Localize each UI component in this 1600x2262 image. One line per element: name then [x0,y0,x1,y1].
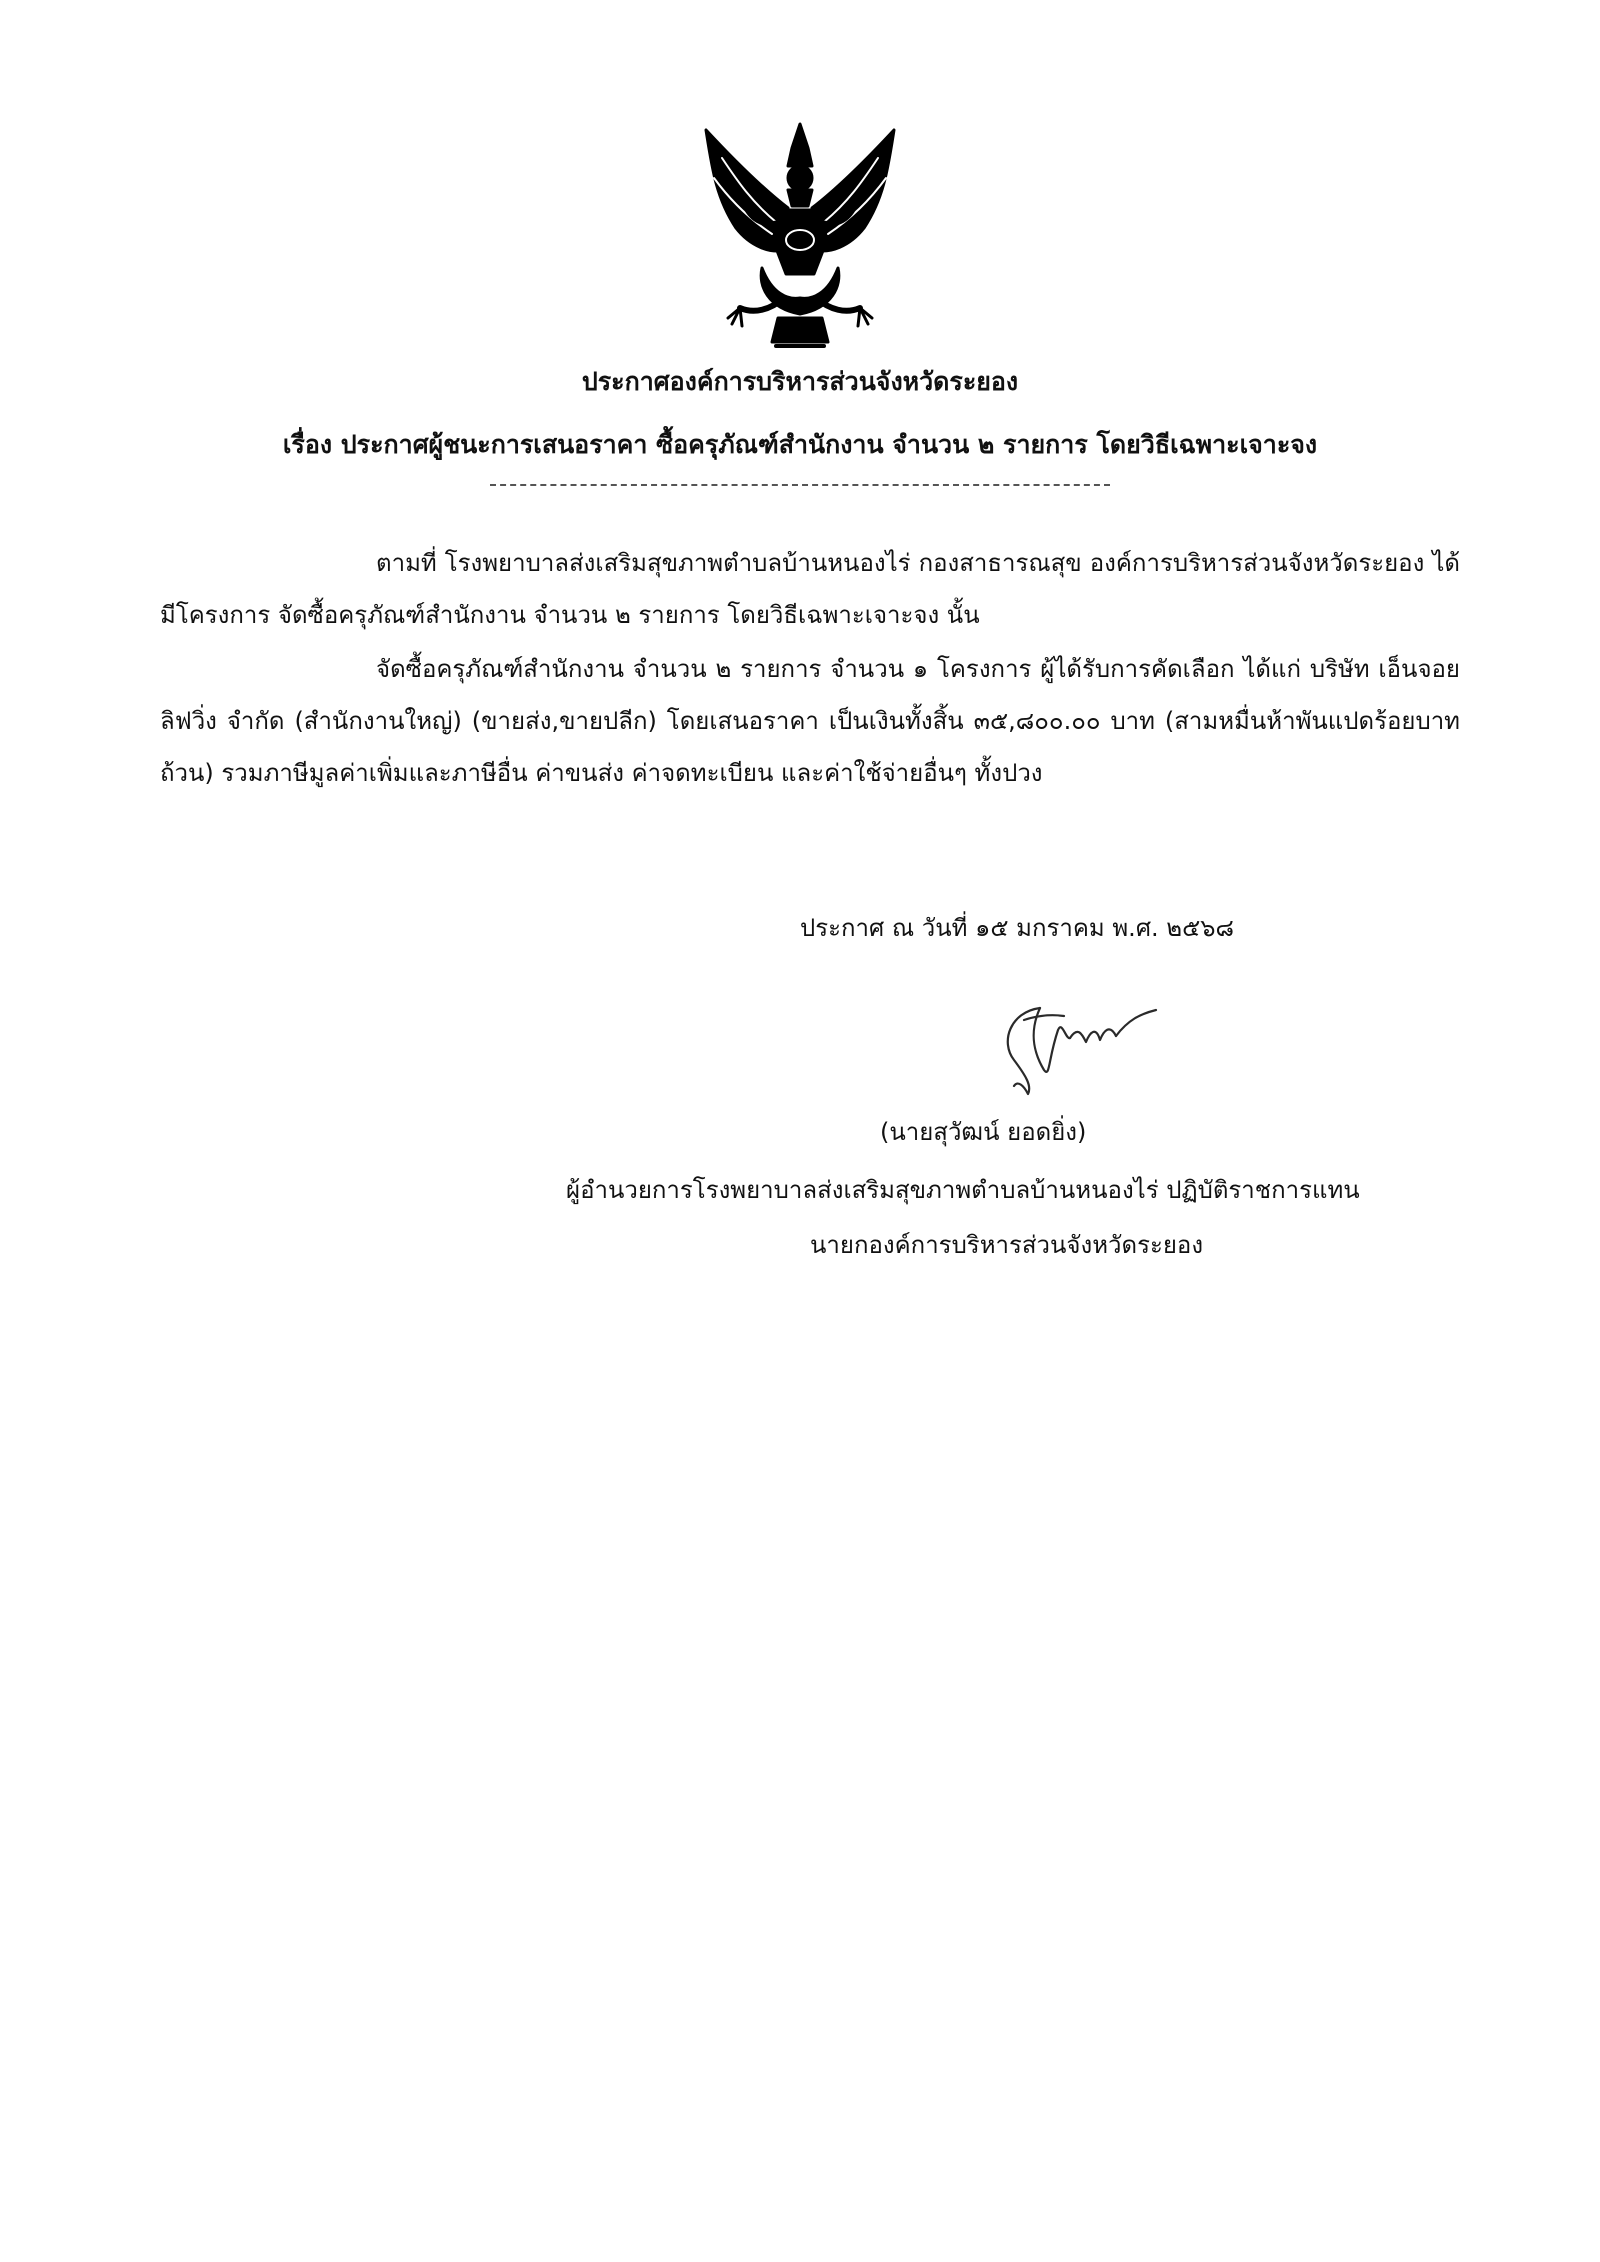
handwritten-signature [970,990,1160,1098]
signatory-name: (นายสุวัฒน์ ยอดยิ่ง) [880,1118,1087,1146]
body-paragraph-2: จัดซื้อครุภัณฑ์สำนักงาน จำนวน ๒ รายการ จำนวน ๑ โครงการ ผู้ได้รับการคัดเลือก ได้แก่ บริษัท เอ็นจอย ลิฟวิ่ง จำกัด (สำนักงานใหญ่) (ขายส่ง,ขายปลีก) โดยเสนอราคา เป็นเงินทั้งสิ้น ๓๕,๘๐๐.๐๐ บาท (สามหมื่นห้าพันแปดร้อยบาทถ้วน) รวมภาษีมูลค่าเพิ่มและภาษีอื่น ค่าขนส่ง ค่าจดทะเบียน และค่าใช้จ่ายอื่นๆ ทั้งปวง [160,655,1460,787]
signatory-position-line-2: นายกองค์การบริหารส่วนจังหวัดระยอง [810,1231,1204,1259]
announcement-date: ประกาศ ณ วันที่ ๑๕ มกราคม พ.ศ. ๒๕๖๘ [800,914,1235,942]
signatory-position-line-1: ผู้อำนวยการโรงพยาบาลส่งเสริมสุขภาพตำบลบ้านหนองไร่ ปฏิบัติราชการแทน [566,1176,1360,1204]
announcement-agency-title: ประกาศองค์การบริหารส่วนจังหวัดระยอง [581,367,1019,396]
dashed-divider [490,484,1110,486]
body-paragraph-1: ตามที่ โรงพยาบาลส่งเสริมสุขภาพตำบลบ้านหนองไร่ กองสาธารณสุข องค์การบริหารส่วนจังหวัดระยอง ได้มีโครงการ จัดซื้อครุภัณฑ์สำนักงาน จำนวน ๒ รายการ โดยวิธีเฉพาะเจาะจง นั้น [160,549,1460,629]
garuda-emblem-icon [692,118,908,356]
announcement-subject: เรื่อง ประกาศผู้ชนะการเสนอราคา ซื้อครุภัณฑ์สำนักงาน จำนวน ๒ รายการ โดยวิธีเฉพาะเจาะจง [282,430,1318,459]
